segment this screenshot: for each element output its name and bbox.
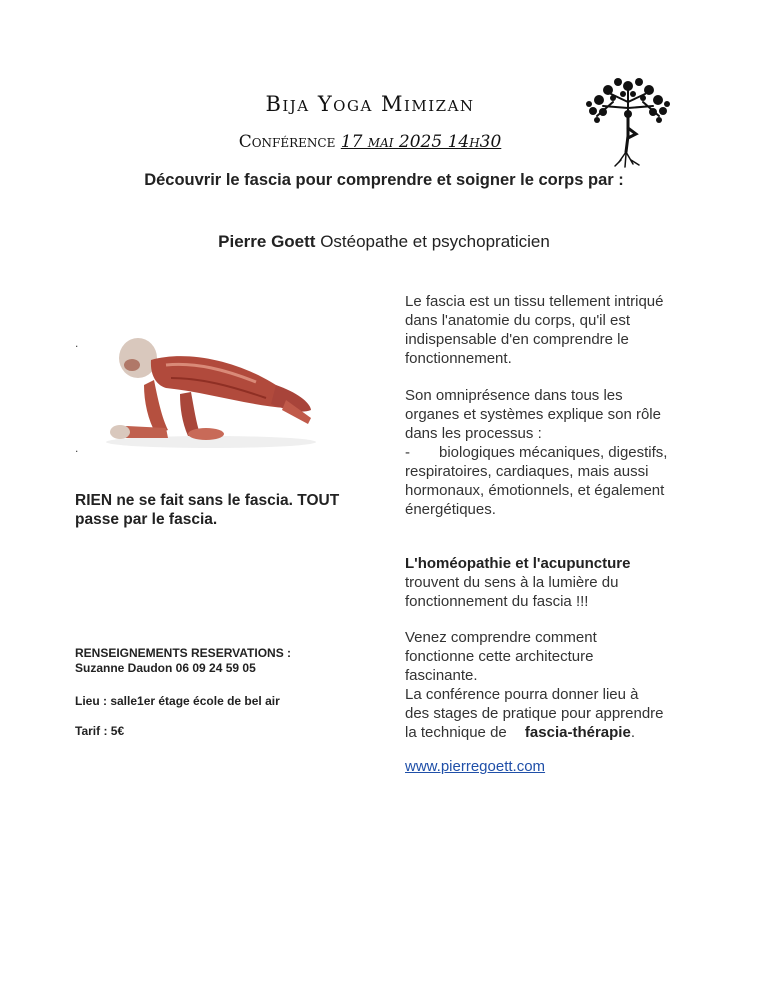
text-line: respiratoires, cardiaques, mais aussi: [405, 463, 649, 480]
speaker-role: Ostéopathe et psychopraticien: [320, 232, 550, 251]
text-line: Venez comprendre comment: [405, 629, 597, 646]
dot-marker: .: [75, 441, 79, 455]
text-line: trouvent du sens à la lumière du: [405, 574, 619, 591]
contact-info: Suzanne Daudon 06 09 24 59 05: [75, 661, 256, 675]
text-line: fonctionnement.: [405, 350, 512, 367]
paragraph-omnipresence: [405, 386, 705, 519]
slogan: [75, 491, 375, 529]
text-line: énergétiques.: [405, 501, 496, 518]
paragraph-intro: [405, 292, 705, 368]
bullet-dash: -: [405, 444, 410, 461]
text-line: dans l'anatomie du corps, qu'il est: [405, 312, 631, 329]
text-line: [405, 723, 705, 742]
text-line: dans les processus :: [405, 425, 542, 442]
text-span: la technique de: [405, 724, 507, 741]
text-line: fonctionne cette architecture: [405, 648, 594, 665]
text-span: .: [630, 724, 635, 741]
text-line-bold: L'homéopathie et l'acupuncture: [405, 555, 631, 572]
page-title: Bija Yoga Mimizan: [265, 92, 475, 116]
text-line: Le fascia est un tissu tellement intriqué: [405, 293, 664, 310]
website-link[interactable]: www.pierregoett.com: [405, 758, 546, 775]
paragraph-homeopathie: [405, 554, 705, 611]
tarif-info: Tarif : 5€: [75, 724, 125, 738]
text-line: fascinante.: [405, 667, 478, 684]
renseignements-label: RENSEIGNEMENTS RESERVATIONS :: [75, 646, 292, 660]
text-line: hormonaux, émotionnels, et également: [405, 482, 665, 499]
speaker-name: Pierre Goett: [218, 232, 316, 251]
lieu-info: Lieu : salle1er étage école de bel air: [75, 694, 280, 708]
dot-marker: .: [75, 336, 79, 350]
text-line: Son omniprésence dans tous les: [405, 387, 623, 404]
bullet-line: [405, 443, 705, 462]
speaker-line: [0, 232, 768, 252]
conference-date: 17 mai 2025 14h30: [340, 132, 502, 152]
text-line: des stages de pratique pour apprendre: [405, 705, 664, 722]
fascia-therapie-label: fascia-thérapie: [524, 724, 631, 741]
anatomy-plank-illustration: [96, 330, 316, 455]
text-line: organes et systèmes explique son rôle: [405, 406, 661, 423]
text-line: La conférence pourra donner lieu à: [405, 686, 639, 703]
text-line: fonctionnement du fascia !!!: [405, 593, 589, 610]
paragraph-invitation: [405, 628, 705, 742]
slogan-line: RIEN ne se fait sans le fascia. TOUT: [75, 492, 340, 509]
tree-yoga-logo-icon: [583, 72, 673, 170]
bullet-text: biologiques mécaniques, digestifs,: [439, 444, 668, 461]
conference-label: Conférence: [238, 132, 336, 152]
subtitle: Découvrir le fascia pour comprendre et soigner le corps par :: [144, 171, 624, 189]
text-line: indispensable d'en comprendre le: [405, 331, 629, 348]
slogan-line: passe par le fascia.: [75, 511, 218, 528]
